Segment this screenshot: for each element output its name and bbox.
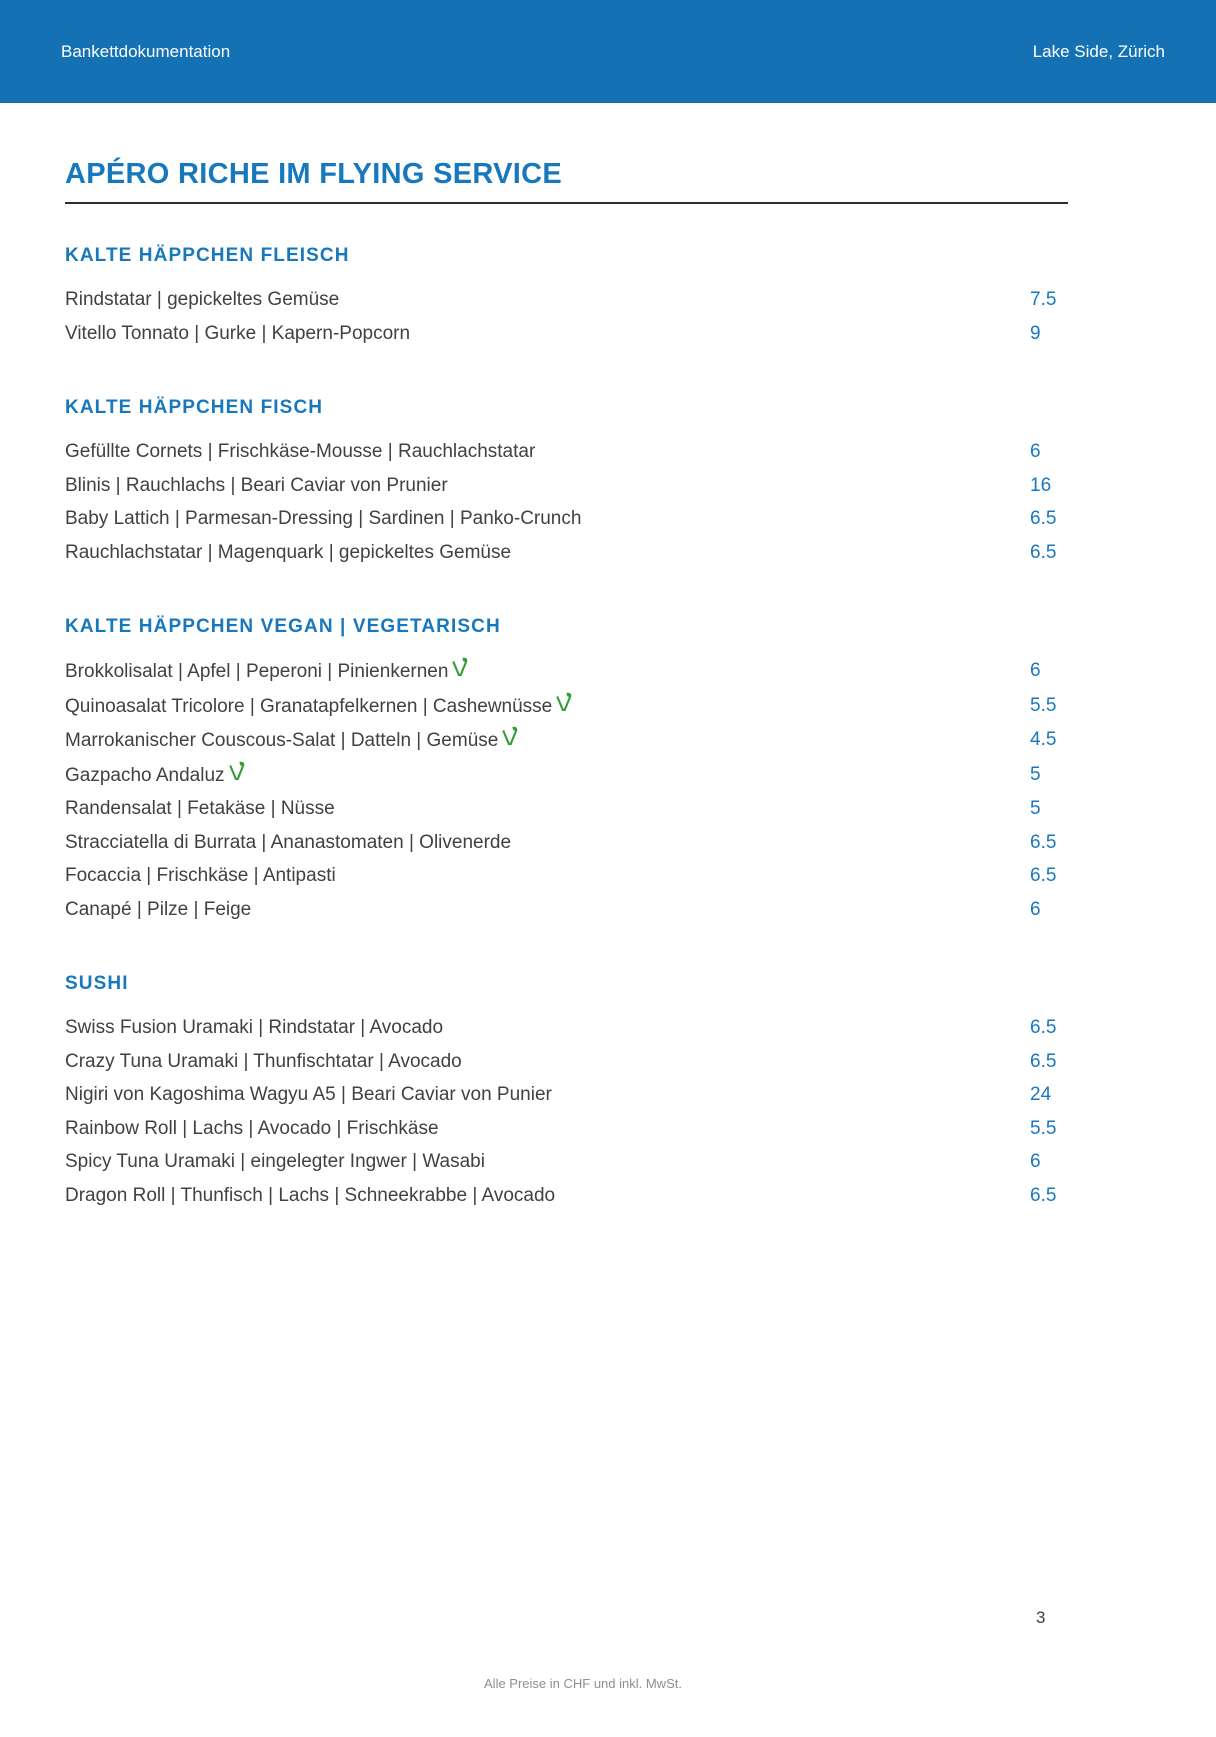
- menu-item-row: [65, 859, 1068, 893]
- menu-item-row: [65, 893, 1068, 927]
- page-title: APÉRO RICHE IM FLYING SERVICE: [65, 158, 562, 190]
- menu-item-row: [65, 792, 1068, 826]
- menu-item-name: Spicy Tuna Uramaki | eingelegter Ingwer | Wasabi: [65, 1151, 485, 1173]
- menu-item-row: [65, 1011, 1068, 1045]
- section-title: KALTE HÄPPCHEN FLEISCH: [65, 245, 350, 267]
- menu-item-row: [65, 723, 1068, 758]
- menu-item-price: 6.5: [1030, 1050, 1057, 1072]
- vegan-sprout-v-icon: [229, 758, 245, 792]
- menu-item-row: [65, 536, 1068, 570]
- menu-item-name: Marrokanischer Couscous-Salat | Datteln | Gemüse: [65, 730, 499, 752]
- page-content: [0, 159, 1216, 1212]
- menu-item-name: Baby Lattich | Parmesan-Dressing | Sardinen | Panko-Crunch: [65, 508, 582, 530]
- header-left-text: Bankettdokumentation: [61, 41, 231, 61]
- menu-item-price: 5: [1030, 798, 1041, 820]
- footer-note: Alle Preise in CHF und inkl. MwSt.: [484, 1676, 682, 1691]
- menu-item-price: 6: [1030, 441, 1041, 463]
- menu-item-row: [65, 469, 1068, 503]
- menu-item-price: 7.5: [1030, 289, 1057, 311]
- menu-item-price: 16: [1030, 474, 1052, 496]
- menu-item-price: 6.5: [1030, 508, 1057, 530]
- menu-item-row: [65, 1112, 1068, 1146]
- menu-item-name: Gazpacho Andaluz: [65, 764, 225, 786]
- menu-item-name: Canapé | Pilze | Feige: [65, 898, 252, 920]
- menu-item-name: Vitello Tonnato | Gurke | Kapern-Popcorn: [65, 322, 411, 344]
- menu-item-row: [65, 1179, 1068, 1213]
- menu-item-price: 6: [1030, 660, 1041, 682]
- menu-item-name: Randensalat | Fetakäse | Nüsse: [65, 798, 335, 820]
- vegan-sprout-v-icon: [502, 723, 518, 757]
- menu-item-row: [65, 758, 1068, 793]
- menu-item-name: Quinoasalat Tricolore | Granatapfelkernen | Cashewnüsse: [65, 695, 553, 717]
- menu-item-name: Stracciatella di Burrata | Ananastomaten | Olivenerde: [65, 831, 512, 853]
- menu-item-name: Gefüllte Cornets | Frischkäse-Mousse | Rauchlachstatar: [65, 441, 536, 463]
- section-title: KALTE HÄPPCHEN FISCH: [65, 397, 324, 419]
- menu-item-list: [65, 1011, 1068, 1212]
- menu-item-name: Brokkolisalat | Apfel | Peperoni | Pinienkernen: [65, 661, 449, 683]
- menu-item-price: 24: [1030, 1084, 1052, 1106]
- menu-item-price: 6.5: [1030, 865, 1057, 887]
- section-title: SUSHI: [65, 973, 129, 995]
- menu-item-name: Dragon Roll | Thunfisch | Lachs | Schneekrabbe | Avocado: [65, 1184, 556, 1206]
- menu-item-row: [65, 689, 1068, 724]
- page-number: 3: [1036, 1608, 1046, 1627]
- menu-item-name: Swiss Fusion Uramaki | Rindstatar | Avocado: [65, 1017, 444, 1039]
- menu-item-name: Nigiri von Kagoshima Wagyu A5 | Beari Caviar von Punier: [65, 1084, 552, 1106]
- menu-item-price: 6: [1030, 898, 1041, 920]
- menu-section-sushi: [65, 972, 1068, 1212]
- menu-item-price: 6: [1030, 1151, 1041, 1173]
- menu-item-name: Rainbow Roll | Lachs | Avocado | Frischkäse: [65, 1117, 439, 1139]
- menu-item-price: 6.5: [1030, 1017, 1057, 1039]
- menu-item-row: [65, 283, 1068, 317]
- menu-item-row: [65, 435, 1068, 469]
- title-divider: [65, 202, 1068, 204]
- menu-item-price: 6.5: [1030, 541, 1057, 563]
- menu-section-fleisch: [65, 244, 1068, 350]
- menu-item-row: [65, 654, 1068, 689]
- menu-section-fisch: [65, 396, 1068, 569]
- menu-item-name: Crazy Tuna Uramaki | Thunfischtatar | Avocado: [65, 1050, 462, 1072]
- menu-item-row: [65, 502, 1068, 536]
- menu-item-price: 9: [1030, 322, 1041, 344]
- menu-item-price: 4.5: [1030, 729, 1057, 751]
- menu-item-list: [65, 435, 1068, 569]
- menu-item-row: [65, 317, 1068, 351]
- menu-item-row: [65, 1045, 1068, 1079]
- menu-item-name: Focaccia | Frischkäse | Antipasti: [65, 865, 336, 887]
- menu-item-price: 5.5: [1030, 1117, 1057, 1139]
- menu-item-list: [65, 654, 1068, 926]
- menu-item-name: Rindstatar | gepickeltes Gemüse: [65, 289, 340, 311]
- header-bar: [0, 0, 1216, 103]
- menu-section-vegan-vegetarisch: [65, 615, 1068, 926]
- menu-item-name: Rauchlachstatar | Magenquark | gepickeltes Gemüse: [65, 541, 512, 563]
- menu-item-price: 6.5: [1030, 1184, 1057, 1206]
- header-right-text: Lake Side, Zürich: [1032, 41, 1165, 61]
- menu-item-price: 5.5: [1030, 694, 1057, 716]
- menu-item-name: Blinis | Rauchlachs | Beari Caviar von Prunier: [65, 474, 448, 496]
- section-title: KALTE HÄPPCHEN VEGAN | VEGETARISCH: [65, 616, 501, 638]
- menu-item-price: 6.5: [1030, 831, 1057, 853]
- vegan-sprout-v-icon: [452, 654, 468, 688]
- vegan-sprout-v-icon: [556, 689, 572, 723]
- menu-item-row: [65, 1145, 1068, 1179]
- menu-item-list: [65, 283, 1068, 350]
- menu-item-row: [65, 826, 1068, 860]
- menu-item-row: [65, 1078, 1068, 1112]
- menu-item-price: 5: [1030, 763, 1041, 785]
